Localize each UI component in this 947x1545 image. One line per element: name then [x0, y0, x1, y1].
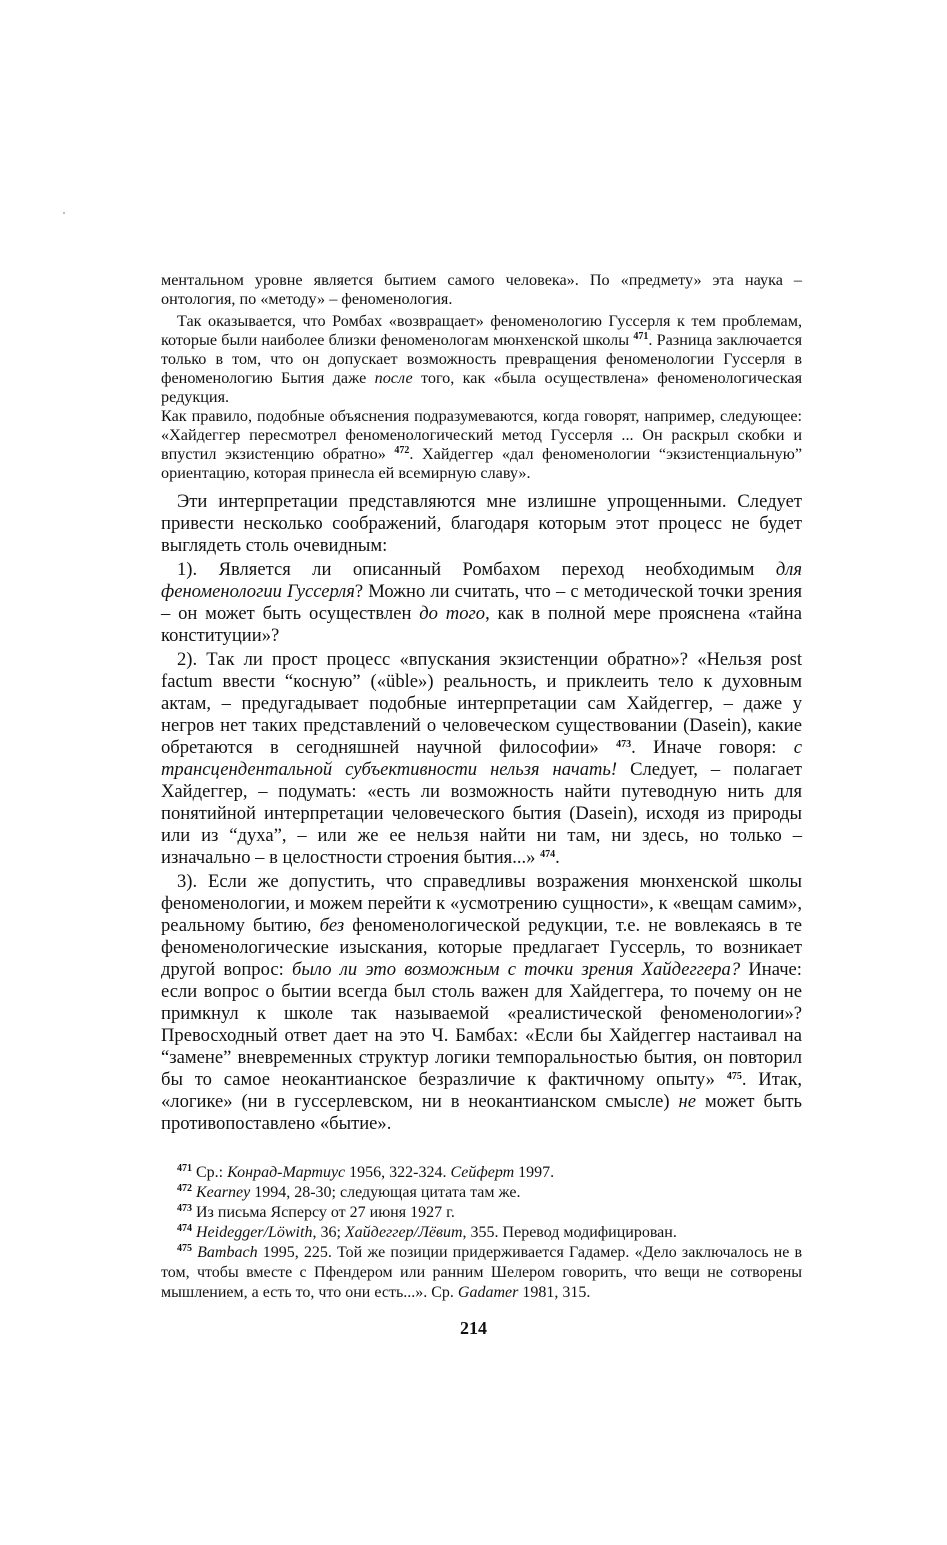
paragraph-rombach — [161, 312, 802, 407]
page-number: 214 — [460, 1318, 487, 1338]
text-run: Как правило, подобные объяснения подразумеваются, когда говорят, например, следующее: «Хайдеггер пересмотрел феноменологический метод Гуссерля ... Он раскрыл скобки и впустил экзистенцию обратно» — [161, 407, 802, 463]
footnote-471 — [161, 1163, 802, 1183]
footnote-ref-473[interactable]: 473 — [616, 739, 632, 750]
emphasis: Heidegger/Löwith — [196, 1224, 313, 1241]
text-run: 1). Является ли описанный Ромбахом переход необходимым — [177, 559, 755, 580]
footnote-ref-471[interactable]: 471 — [633, 331, 649, 342]
paragraph-interpretations — [161, 491, 802, 557]
emphasis: после — [374, 369, 413, 387]
text-run: того, как «была осуществлена» феноменологическая редукция. — [161, 369, 803, 406]
emphasis: было ли это возможным с точки зрения Хайдеггера? — [291, 959, 741, 980]
footnote-475 — [161, 1243, 802, 1303]
text-run: Ср.: — [196, 1164, 224, 1181]
footnote-ref-475[interactable]: 475 — [726, 1071, 742, 1082]
scan-speck — [63, 212, 65, 214]
text-run: . Хайдеггер «дал феноменологии “экзистенциальную” ориентацию, которая принесла ей всемирную славу». — [161, 445, 802, 482]
point-2 — [161, 649, 802, 869]
text-run: ? Можно ли считать, что – с методической точки зрения – он может быть осуществлен — [161, 581, 802, 624]
emphasis: Сейферт — [450, 1164, 515, 1181]
text-run: Из письма Ясперсу от 27 июня 1927 г. — [196, 1204, 455, 1221]
footnote-number: 475 — [177, 1243, 192, 1254]
text-run: 1994, 28-30; следующая цитата там же. — [254, 1184, 521, 1201]
emphasis: Bambach — [197, 1244, 258, 1261]
page-body — [161, 271, 802, 1303]
text-run: , как в полной мере прояснена «тайна конституции»? — [161, 603, 802, 646]
text-run: ментальном уровне является бытием самого человека». По «предмету» эта наука – онтология, по «методу» – феноменология. — [161, 271, 802, 308]
text-run: , 36; — [312, 1224, 341, 1241]
emphasis: Конрад-Мартиус — [227, 1164, 346, 1181]
footnote-number: 471 — [177, 1163, 192, 1174]
text-run: Так оказывается, что Ромбах «возвращает» феноменологию Гуссерля к тем проблемам, которые были наиболее близки феноменологам мюнхенской школы — [161, 312, 802, 349]
footnote-number: 474 — [177, 1223, 192, 1234]
text-run: . Иначе говоря: — [631, 737, 777, 758]
text-run: . Итак, «логике» (ни в гуссерлевском, ни в неокантианском смысле) — [161, 1069, 803, 1112]
footnote-ref-474[interactable]: 474 — [540, 849, 556, 860]
emphasis: без — [319, 915, 345, 936]
emphasis: Gadamer — [457, 1284, 519, 1301]
paragraph-intro-continuation — [161, 271, 802, 309]
text-run: Следует, – полагает Хайдеггер, – подумать: «есть ли возможность найти путеводную нить для понятийной интерпретации человеческого бытия (Dasein), исходя из природы или из “духа”, – или же ее нельзя найти ни там, ни здесь, но только – изначально – в целостности строения бытия...» — [161, 759, 802, 868]
text-run: . — [555, 847, 560, 868]
footnote-number: 472 — [177, 1183, 192, 1194]
text-run: , 355. Перевод модифицирован. — [462, 1224, 677, 1241]
text-run: 1956, 322-324. — [349, 1164, 447, 1181]
point-1 — [161, 559, 802, 647]
text-run: 2). Так ли прост процесс «впускания экзистенции обратно»? «Нельзя post factum ввести “косную” («üble») реальность, и приклеить тело к духовным актам, – предугадывает подобные интерпретации сам Хайдеггер, – даже у негров нет таких представлений о человеческом существовании (Dasein), какие обретаются в сегодняшней научной философии» — [161, 649, 802, 758]
footnote-number: 473 — [177, 1203, 192, 1214]
text-run: 1997. — [518, 1164, 555, 1181]
footnotes — [161, 1163, 802, 1303]
footnote-472 — [161, 1183, 802, 1203]
text-run: 3). Если же допустить, что справедливы возражения мюнхенской школы феноменологии, и можем перейти к «усмотрению сущности», к «вещам самим», реальному бытию, — [161, 871, 802, 936]
emphasis: с трансцендентальной субъективности нельзя начать! — [161, 737, 802, 780]
paragraph-rule — [161, 407, 802, 483]
footnote-473 — [161, 1203, 802, 1223]
text-run: 1981, 315. — [522, 1284, 591, 1301]
emphasis: Kearney — [196, 1184, 251, 1201]
footnote-ref-472[interactable]: 472 — [394, 445, 410, 456]
emphasis: Хайдеггер/Лёвит — [344, 1224, 463, 1241]
text-run: Эти интерпретации представляются мне излишне упрощенными. Следует привести несколько соображений, благодаря которым этот процесс не будет выглядеть столь очевидным: — [161, 491, 802, 556]
emphasis: для феноменологии Гуссерля — [161, 559, 802, 602]
emphasis: не — [678, 1091, 697, 1112]
point-3 — [161, 871, 802, 1135]
text-run: Иначе: если вопрос о бытии всегда был столь важен для Хайдеггера, то почему он не примкнул к школе так называемой «реалистической феноменологии»? Превосходный ответ дает на это Ч. Бамбах: «Если бы Хайдеггер настаивал на “замене” вневременных структур логики темпоральностью бытия, он повторил бы то самое неокантианское безразличие к фактичному опыту» — [161, 959, 802, 1090]
text-run: 1995, 225. Той же позиции придерживается Гадамер. «Дело заключалось не в том, чтобы вместе с Пфендером или ранним Шелером говорить, что вещи не сотворены мышлением, а есть то, что они есть...». Ср. — [161, 1244, 803, 1301]
footnote-474 — [161, 1223, 802, 1243]
text-run: может быть противопоставлено «бытие». — [161, 1091, 802, 1134]
text-run: . Разница заключается только в том, что он допускает возможность превращения феноменологии Гуссерля в феноменологию Бытия даже — [161, 331, 803, 387]
text-run: феноменологической редукции, т.е. не вовлекаясь в те феноменологические изыскания, которые предлагает Гуссерль, то возникает другой вопрос: — [161, 915, 803, 980]
emphasis: до того — [419, 603, 486, 624]
